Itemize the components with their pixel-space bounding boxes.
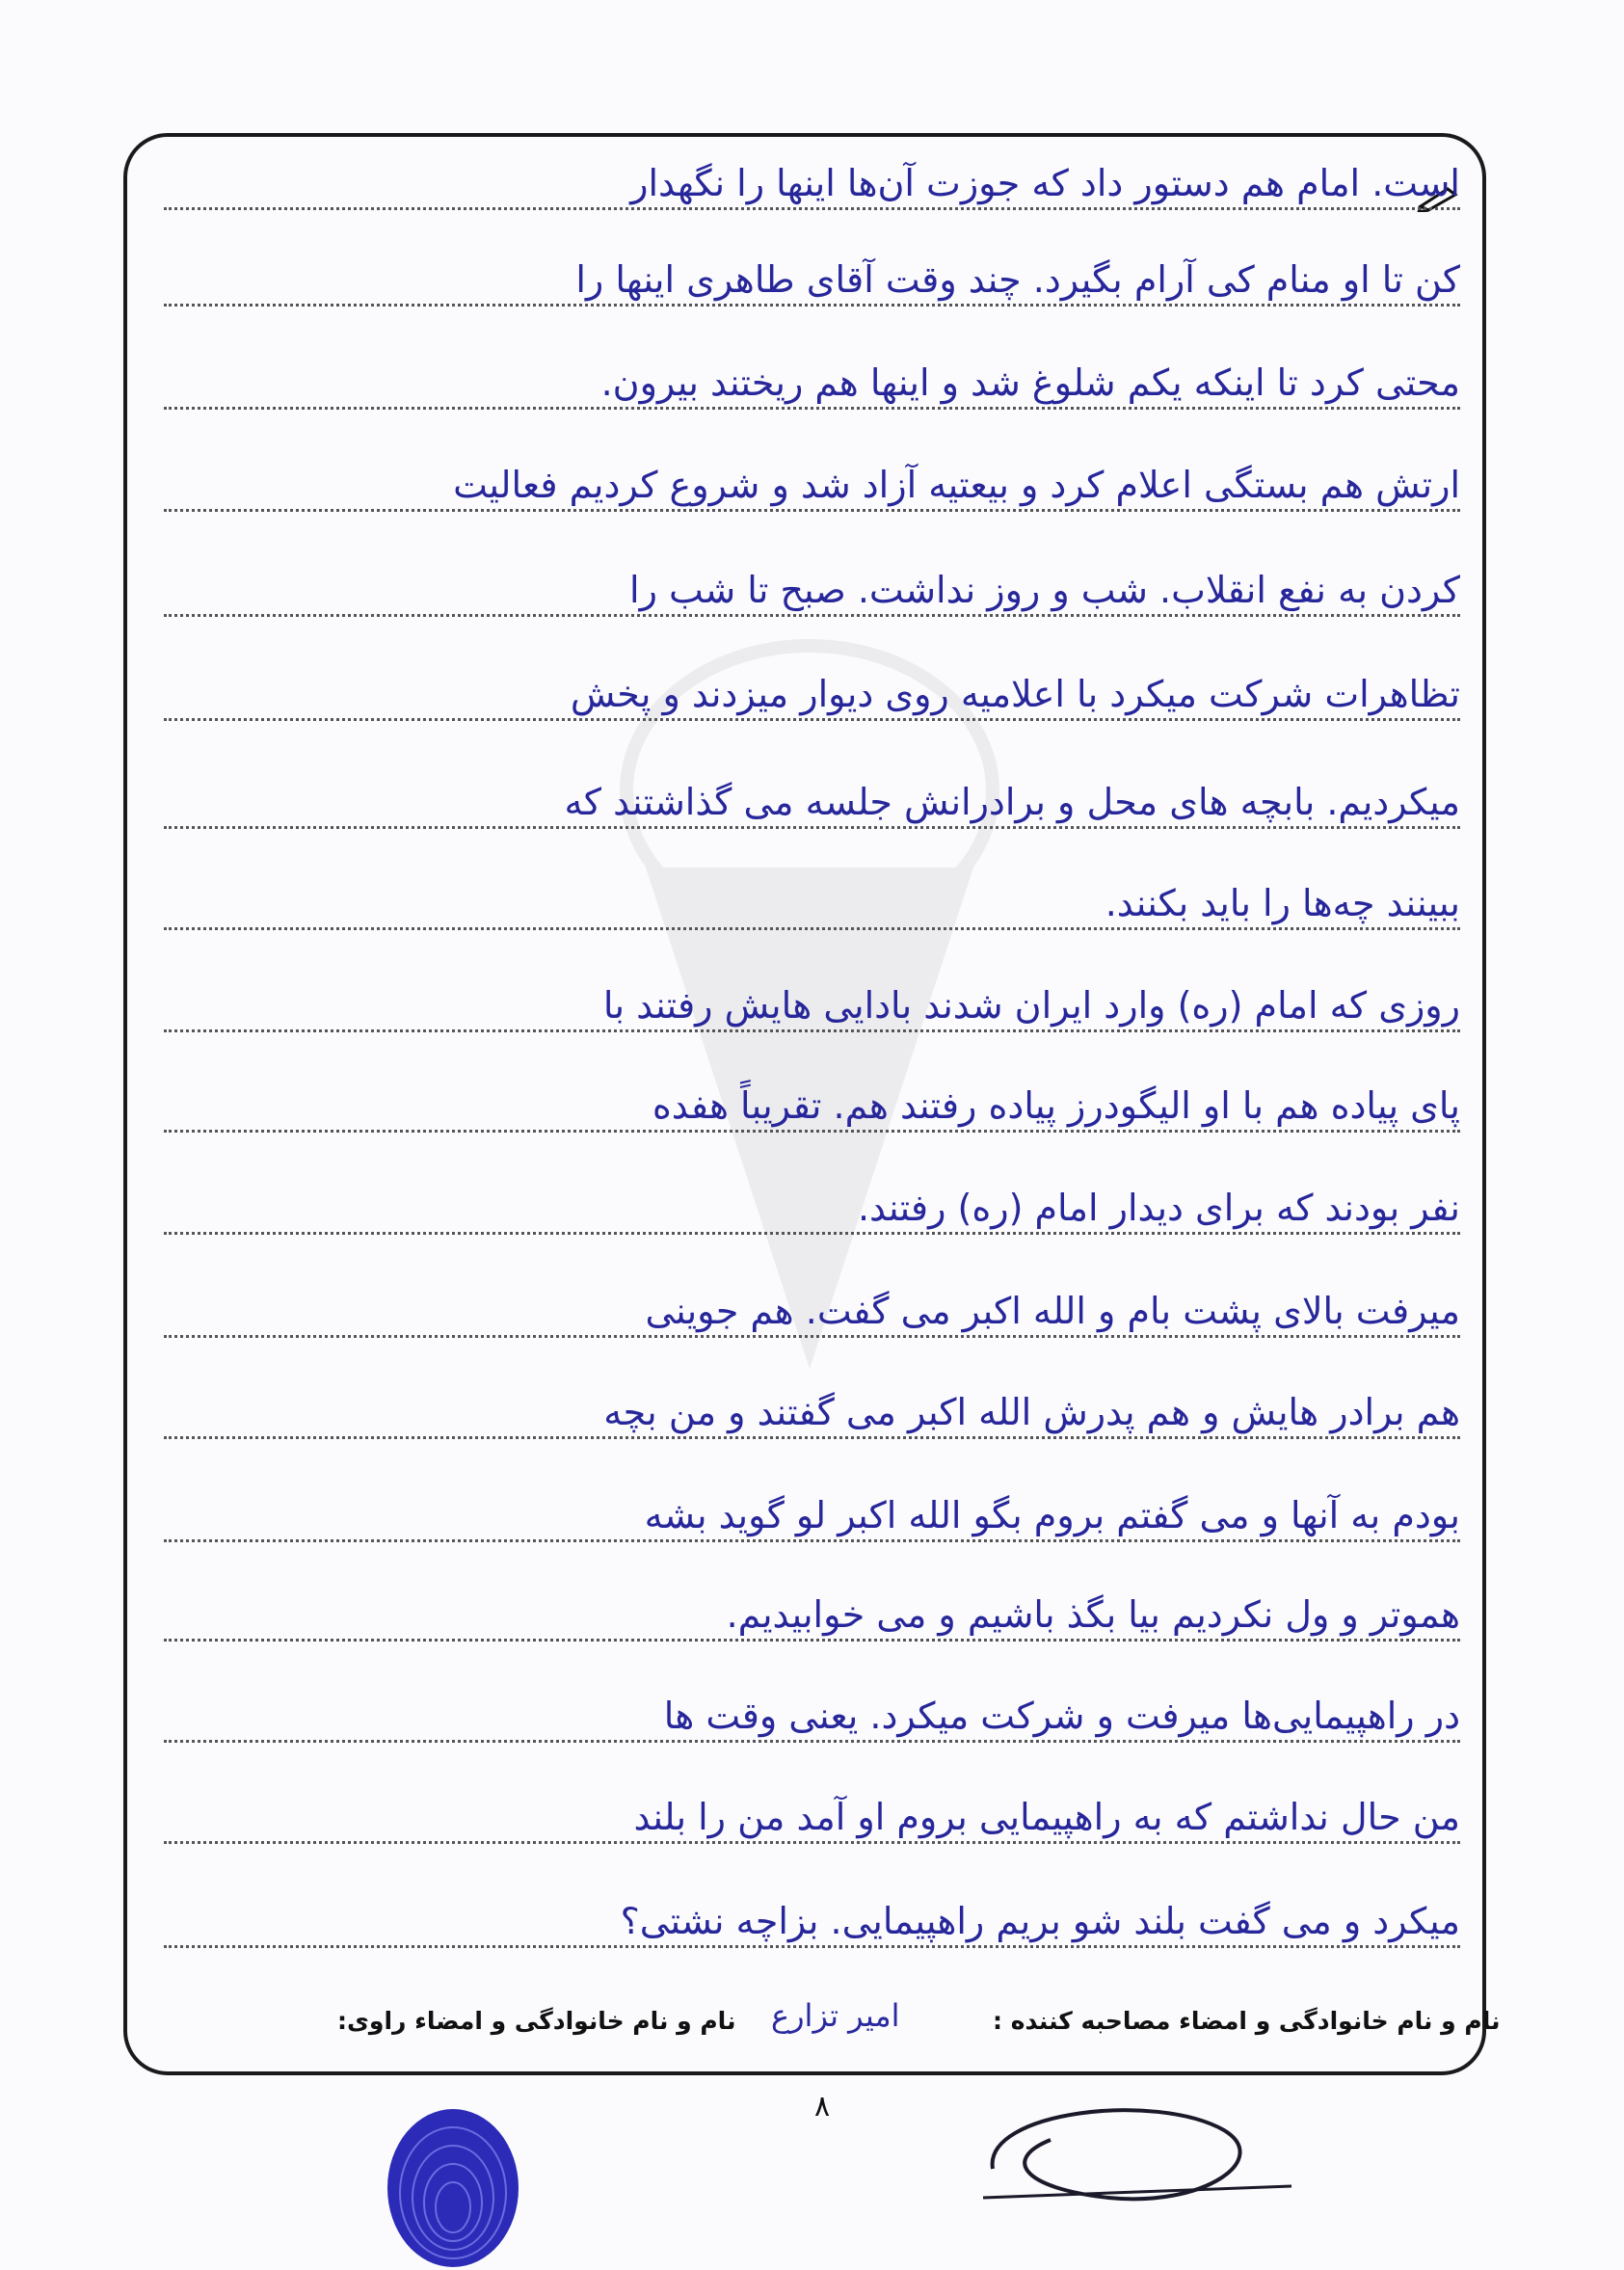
text-line-12: میرفت بالای پشت بام و الله اکبر می گفت. هم جوینی — [645, 1290, 1460, 1332]
text-line-10: پای پیاده هم با او الیگودرز پیاده رفتند هم. تقریباً هفده — [652, 1084, 1460, 1127]
text-line-2: کن تا او منام کی آرام بگیرد. چند وقت آقای طاهری اینها را — [575, 258, 1460, 301]
page-number: ۸ — [814, 2090, 831, 2123]
text-line-16: در راهپیمایی‌ها میرفت و شرکت میکرد. یعنی وقت ها — [663, 1695, 1460, 1737]
text-line-13: هم برادر هایش و هم پدرش الله اکبر می گفتند و من بچه — [603, 1391, 1460, 1433]
text-line-11: نفر بودند که برای دیدار امام (ره) رفتند. — [857, 1187, 1460, 1229]
text-line-4: ارتش هم بستگی اعلام کرد و بیعتیه آزاد شد و شروع کردیم فعالیت — [453, 464, 1460, 506]
text-line-15: هموتر و ول نکردیم بیا بگذ باشیم و می خوابیدیم. — [726, 1593, 1460, 1636]
text-line-1: است. امام هم دستور داد که جوزت آن‌ها اینها را نگهدار — [630, 162, 1460, 204]
fingerprint-icon — [381, 2101, 525, 2270]
text-line-7: میکردیم. بابچه های محل و برادرانش جلسه می گذاشتند که — [564, 781, 1460, 823]
interviewer-signature: امیر تزارع — [771, 1997, 900, 2034]
text-line-18: میکرد و می گفت بلند شو بریم راهپیمایی. بزاچه نشتی؟ — [620, 1900, 1460, 1942]
text-line-17: من حال نداشتم که به راهپیمایی بروم او آمد من را بلند — [633, 1796, 1460, 1838]
text-line-5: کردن به نفع انقلاب. شب و روز نداشت. صبح تا شب را — [629, 569, 1460, 611]
narrator-label: نام و نام خانوادگی و امضاء راوی: — [337, 2007, 736, 2035]
text-line-3: محتی کرد تا اینکه یکم شلوغ شد و اینها هم ریختند بیرون. — [600, 361, 1460, 404]
signature-scribble — [964, 2082, 1311, 2227]
text-line-9: روزی که امام (ره) وارد ایران شدند بادایی هایش رفتند با — [602, 984, 1460, 1027]
text-line-14: بودم به آنها و می گفتم بروم بگو الله اکبر لو گوید بشه — [644, 1494, 1460, 1536]
text-line-6: تظاهرات شرکت میکرد با اعلامیه روی دیوار میزدند و پخش — [570, 673, 1460, 715]
text-line-8: ببینند چه‌ها را باید بکنند. — [1105, 882, 1460, 924]
interviewer-label: نام و نام خانوادگی و امضاء مصاحبه کننده : — [993, 2007, 1501, 2035]
